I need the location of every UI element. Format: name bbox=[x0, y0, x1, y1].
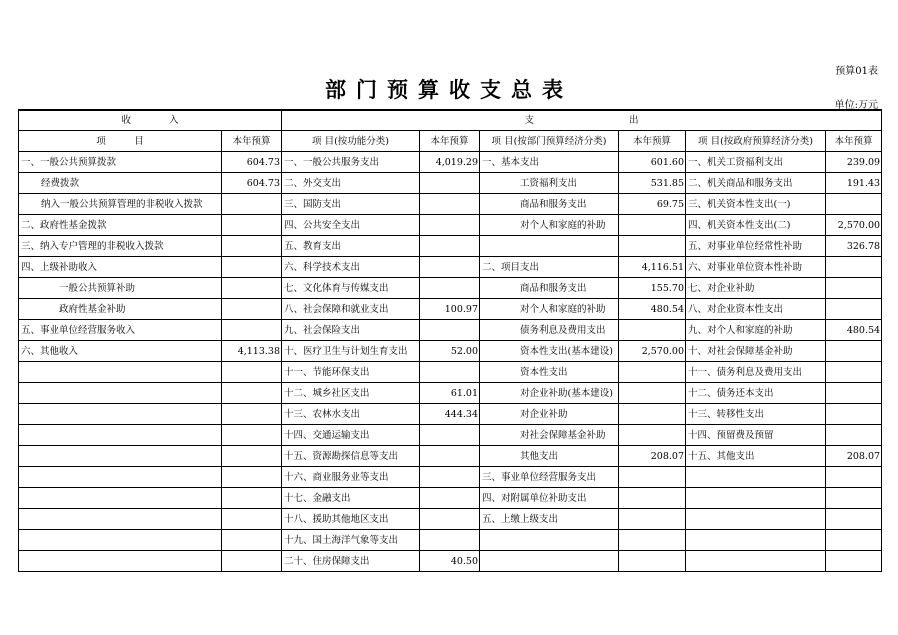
table-row bbox=[19, 341, 882, 362]
dept-economic-item bbox=[480, 236, 619, 257]
col-header-gov-economic: 项 目(按政府预算经济分类) bbox=[686, 131, 826, 152]
dept-economic-item: 资本性支出(基本建设) bbox=[480, 341, 619, 362]
dept-economic-item: 对企业补助(基本建设) bbox=[480, 383, 619, 404]
dept-economic-item: 对企业补助 bbox=[480, 404, 619, 425]
functional-item: 八、社会保障和就业支出 bbox=[282, 299, 420, 320]
table-row bbox=[19, 488, 882, 509]
dept-budget-value bbox=[619, 215, 686, 236]
dept-budget-value bbox=[619, 425, 686, 446]
unit-label: 单位:万元 bbox=[834, 100, 878, 111]
table-row bbox=[19, 299, 882, 320]
income-budget-value bbox=[222, 509, 282, 530]
functional-item: 五、教育支出 bbox=[282, 236, 420, 257]
dept-economic-item: 商品和服务支出 bbox=[480, 278, 619, 299]
table-row bbox=[19, 215, 882, 236]
income-section-header: 收 入 bbox=[19, 110, 282, 131]
table-row bbox=[19, 404, 882, 425]
functional-item: 十一、节能环保支出 bbox=[282, 362, 420, 383]
table-row bbox=[19, 551, 882, 572]
table-row bbox=[19, 236, 882, 257]
dept-budget-value bbox=[619, 551, 686, 572]
dept-budget-value: 69.75 bbox=[619, 194, 686, 215]
dept-economic-item: 债务利息及费用支出 bbox=[480, 320, 619, 341]
gov-budget-value bbox=[826, 425, 882, 446]
income-item: 纳入一般公共预算管理的非税收入拨款 bbox=[19, 194, 222, 215]
functional-budget-value bbox=[420, 509, 480, 530]
income-item: 六、其他收入 bbox=[19, 341, 222, 362]
functional-budget-value bbox=[420, 257, 480, 278]
gov-budget-value bbox=[826, 383, 882, 404]
income-item: 一、一般公共预算拨款 bbox=[19, 152, 222, 173]
functional-item: 四、公共安全支出 bbox=[282, 215, 420, 236]
table-row bbox=[19, 257, 882, 278]
table-row bbox=[19, 383, 882, 404]
functional-budget-value: 444.34 bbox=[420, 404, 480, 425]
table-row bbox=[19, 446, 882, 467]
income-budget-value bbox=[222, 425, 282, 446]
functional-item: 三、国防支出 bbox=[282, 194, 420, 215]
gov-budget-value: 326.78 bbox=[826, 236, 882, 257]
income-budget-value bbox=[222, 320, 282, 341]
functional-item: 十、医疗卫生与计划生育支出 bbox=[282, 341, 420, 362]
table-row bbox=[19, 320, 882, 341]
functional-item: 十五、资源勘探信息等支出 bbox=[282, 446, 420, 467]
col-header-budget-gov: 本年预算 bbox=[826, 131, 882, 152]
functional-budget-value bbox=[420, 467, 480, 488]
income-budget-value bbox=[222, 446, 282, 467]
functional-item: 七、文化体育与传媒支出 bbox=[282, 278, 420, 299]
gov-economic-item: 十二、债务还本支出 bbox=[686, 383, 826, 404]
income-budget-value bbox=[222, 467, 282, 488]
functional-item: 十三、农林水支出 bbox=[282, 404, 420, 425]
budget-table bbox=[18, 109, 882, 572]
income-budget-value bbox=[222, 551, 282, 572]
dept-economic-item: 四、对附属单位补助支出 bbox=[480, 488, 619, 509]
income-budget-value: 604.73 bbox=[222, 173, 282, 194]
gov-economic-item: 四、机关资本性支出(二) bbox=[686, 215, 826, 236]
gov-economic-item: 十五、其他支出 bbox=[686, 446, 826, 467]
functional-item: 十六、商业服务业等支出 bbox=[282, 467, 420, 488]
income-budget-value bbox=[222, 530, 282, 551]
dept-budget-value: 208.07 bbox=[619, 446, 686, 467]
dept-budget-value: 155.70 bbox=[619, 278, 686, 299]
table-row bbox=[19, 530, 882, 551]
functional-item: 十四、交通运输支出 bbox=[282, 425, 420, 446]
dept-budget-value bbox=[619, 404, 686, 425]
functional-budget-value bbox=[420, 425, 480, 446]
functional-item: 二十、住房保障支出 bbox=[282, 551, 420, 572]
income-item: 政府性基金补助 bbox=[19, 299, 222, 320]
gov-budget-value bbox=[826, 551, 882, 572]
functional-budget-value bbox=[420, 194, 480, 215]
gov-budget-value bbox=[826, 194, 882, 215]
col-header-budget-income: 本年预算 bbox=[222, 131, 282, 152]
income-item: 经费拨款 bbox=[19, 173, 222, 194]
dept-budget-value bbox=[619, 488, 686, 509]
gov-budget-value bbox=[826, 488, 882, 509]
table-row bbox=[19, 509, 882, 530]
gov-economic-item bbox=[686, 467, 826, 488]
functional-budget-value bbox=[420, 215, 480, 236]
gov-budget-value bbox=[826, 278, 882, 299]
income-item: 二、政府性基金拨款 bbox=[19, 215, 222, 236]
functional-budget-value: 61.01 bbox=[420, 383, 480, 404]
income-budget-value bbox=[222, 488, 282, 509]
functional-budget-value: 100.97 bbox=[420, 299, 480, 320]
functional-budget-value bbox=[420, 446, 480, 467]
functional-budget-value bbox=[420, 173, 480, 194]
gov-economic-item bbox=[686, 488, 826, 509]
functional-item: 十九、国土海洋气象等支出 bbox=[282, 530, 420, 551]
col-header-budget-func: 本年预算 bbox=[420, 131, 480, 152]
dept-budget-value: 4,116.51 bbox=[619, 257, 686, 278]
dept-budget-value bbox=[619, 530, 686, 551]
functional-item: 一、一般公共服务支出 bbox=[282, 152, 420, 173]
income-item bbox=[19, 509, 222, 530]
gov-economic-item: 一、机关工资福利支出 bbox=[686, 152, 826, 173]
functional-budget-value: 4,019.29 bbox=[420, 152, 480, 173]
table-row bbox=[19, 362, 882, 383]
table-row bbox=[19, 194, 882, 215]
income-item bbox=[19, 488, 222, 509]
form-number: 预算01表 bbox=[835, 66, 878, 77]
dept-economic-item: 其他支出 bbox=[480, 446, 619, 467]
functional-item: 十二、城乡社区支出 bbox=[282, 383, 420, 404]
dept-economic-item bbox=[480, 530, 619, 551]
page-title: 部门预算收支总表 bbox=[325, 77, 573, 102]
header-row-columns bbox=[19, 131, 882, 152]
dept-budget-value bbox=[619, 236, 686, 257]
functional-item: 十七、金融支出 bbox=[282, 488, 420, 509]
gov-economic-item: 十四、预留费及预留 bbox=[686, 425, 826, 446]
col-header-functional: 项 目(按功能分类) bbox=[282, 131, 420, 152]
gov-budget-value: 480.54 bbox=[826, 320, 882, 341]
table-row bbox=[19, 152, 882, 173]
dept-economic-item: 对个人和家庭的补助 bbox=[480, 299, 619, 320]
gov-economic-item: 十一、债务利息及费用支出 bbox=[686, 362, 826, 383]
dept-budget-value: 531.85 bbox=[619, 173, 686, 194]
gov-economic-item: 三、机关资本性支出(一) bbox=[686, 194, 826, 215]
income-item bbox=[19, 467, 222, 488]
dept-budget-value bbox=[619, 320, 686, 341]
gov-budget-value: 2,570.00 bbox=[826, 215, 882, 236]
header-row-sections bbox=[19, 110, 882, 131]
income-budget-value bbox=[222, 383, 282, 404]
gov-budget-value bbox=[826, 509, 882, 530]
gov-economic-item: 七、对企业补助 bbox=[686, 278, 826, 299]
dept-economic-item: 对个人和家庭的补助 bbox=[480, 215, 619, 236]
income-item bbox=[19, 530, 222, 551]
dept-budget-value: 2,570.00 bbox=[619, 341, 686, 362]
functional-budget-value: 52.00 bbox=[420, 341, 480, 362]
table-row bbox=[19, 173, 882, 194]
functional-budget-value bbox=[420, 278, 480, 299]
col-header-item: 项 目 bbox=[19, 131, 222, 152]
functional-budget-value bbox=[420, 530, 480, 551]
gov-budget-value bbox=[826, 341, 882, 362]
dept-budget-value bbox=[619, 509, 686, 530]
dept-budget-value: 601.60 bbox=[619, 152, 686, 173]
income-item: 四、上级补助收入 bbox=[19, 257, 222, 278]
table-row bbox=[19, 425, 882, 446]
gov-economic-item bbox=[686, 551, 826, 572]
dept-economic-item: 三、事业单位经营服务支出 bbox=[480, 467, 619, 488]
col-header-dept-economic: 项 目(按部门预算经济分类) bbox=[480, 131, 619, 152]
functional-budget-value bbox=[420, 362, 480, 383]
gov-budget-value bbox=[826, 530, 882, 551]
gov-budget-value bbox=[826, 404, 882, 425]
gov-budget-value bbox=[826, 299, 882, 320]
dept-economic-item: 对社会保障基金补助 bbox=[480, 425, 619, 446]
income-budget-value bbox=[222, 194, 282, 215]
gov-economic-item: 六、对事业单位资本性补助 bbox=[686, 257, 826, 278]
dept-budget-value bbox=[619, 383, 686, 404]
dept-economic-item: 五、上缴上级支出 bbox=[480, 509, 619, 530]
gov-economic-item: 五、对事业单位经常性补助 bbox=[686, 236, 826, 257]
dept-budget-value: 480.54 bbox=[619, 299, 686, 320]
dept-budget-value bbox=[619, 467, 686, 488]
dept-economic-item: 一、基本支出 bbox=[480, 152, 619, 173]
dept-economic-item: 商品和服务支出 bbox=[480, 194, 619, 215]
gov-budget-value bbox=[826, 362, 882, 383]
dept-economic-item: 二、项目支出 bbox=[480, 257, 619, 278]
col-header-budget-dept: 本年预算 bbox=[619, 131, 686, 152]
gov-economic-item: 八、对企业资本性支出 bbox=[686, 299, 826, 320]
income-budget-value bbox=[222, 299, 282, 320]
functional-budget-value: 40.50 bbox=[420, 551, 480, 572]
income-budget-value: 604.73 bbox=[222, 152, 282, 173]
income-budget-value bbox=[222, 362, 282, 383]
income-item bbox=[19, 425, 222, 446]
income-budget-value bbox=[222, 215, 282, 236]
functional-item: 六、科学技术支出 bbox=[282, 257, 420, 278]
income-item bbox=[19, 551, 222, 572]
income-item: 三、纳入专户管理的非税收入拨款 bbox=[19, 236, 222, 257]
gov-budget-value: 239.09 bbox=[826, 152, 882, 173]
gov-economic-item: 十、对社会保障基金补助 bbox=[686, 341, 826, 362]
expense-section-header: 支 出 bbox=[282, 110, 882, 131]
table-row bbox=[19, 467, 882, 488]
dept-economic-item: 工资福利支出 bbox=[480, 173, 619, 194]
gov-economic-item bbox=[686, 530, 826, 551]
table-row bbox=[19, 278, 882, 299]
gov-budget-value bbox=[826, 257, 882, 278]
gov-budget-value bbox=[826, 467, 882, 488]
income-item bbox=[19, 362, 222, 383]
income-budget-value bbox=[222, 278, 282, 299]
gov-economic-item: 九、对个人和家庭的补助 bbox=[686, 320, 826, 341]
functional-budget-value bbox=[420, 488, 480, 509]
income-budget-value: 4,113.38 bbox=[222, 341, 282, 362]
income-item: 五、事业单位经营服务收入 bbox=[19, 320, 222, 341]
income-item bbox=[19, 404, 222, 425]
dept-budget-value bbox=[619, 362, 686, 383]
income-budget-value bbox=[222, 404, 282, 425]
income-item bbox=[19, 383, 222, 404]
functional-item: 十八、援助其他地区支出 bbox=[282, 509, 420, 530]
gov-budget-value: 191.43 bbox=[826, 173, 882, 194]
functional-item: 九、社会保险支出 bbox=[282, 320, 420, 341]
gov-economic-item: 二、机关商品和服务支出 bbox=[686, 173, 826, 194]
income-item bbox=[19, 446, 222, 467]
functional-budget-value bbox=[420, 320, 480, 341]
gov-economic-item bbox=[686, 509, 826, 530]
functional-item: 二、外交支出 bbox=[282, 173, 420, 194]
income-item: 一般公共预算补助 bbox=[19, 278, 222, 299]
functional-budget-value bbox=[420, 236, 480, 257]
dept-economic-item: 资本性支出 bbox=[480, 362, 619, 383]
gov-economic-item: 十三、转移性支出 bbox=[686, 404, 826, 425]
income-budget-value bbox=[222, 236, 282, 257]
gov-budget-value: 208.07 bbox=[826, 446, 882, 467]
dept-economic-item bbox=[480, 551, 619, 572]
income-budget-value bbox=[222, 257, 282, 278]
